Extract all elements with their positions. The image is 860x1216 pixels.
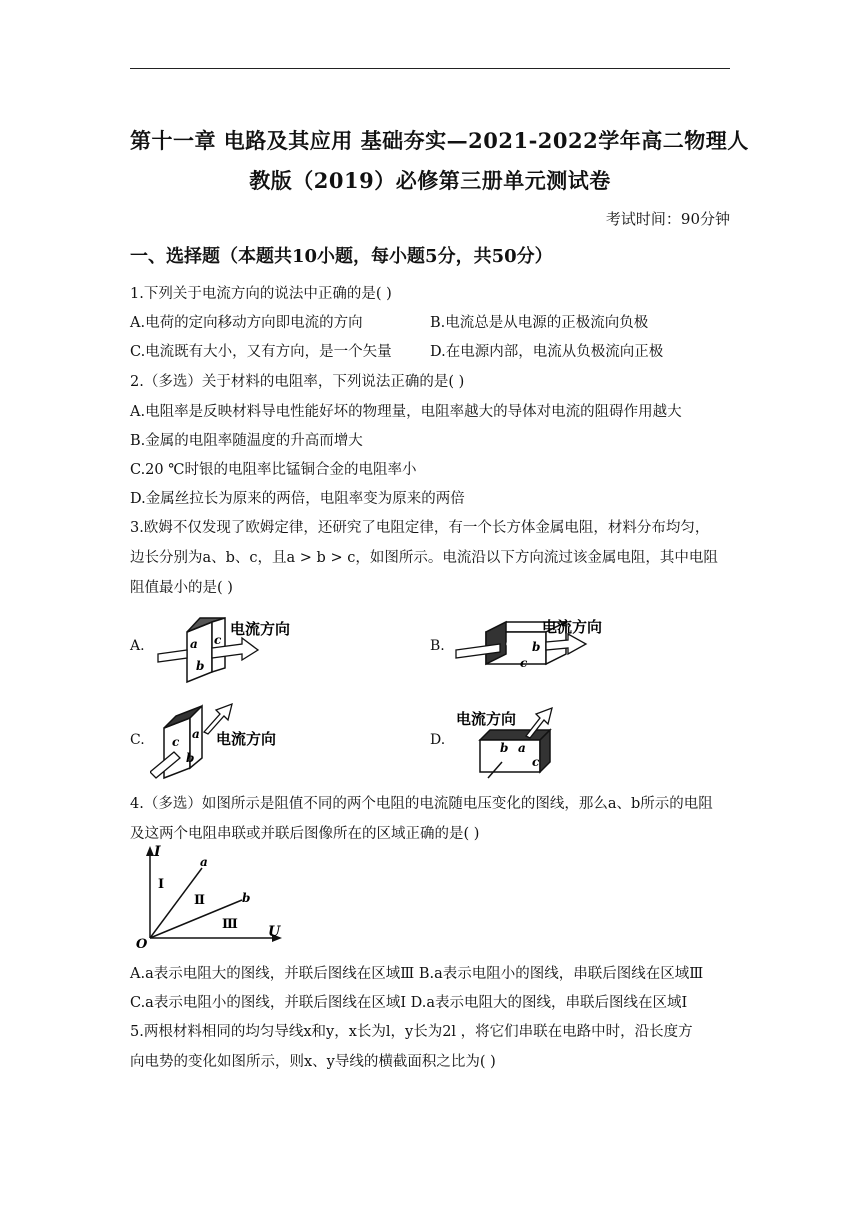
q2-stem: 2.（多选）关于材料的电阻率，下列说法正确的是( ) — [130, 374, 465, 390]
graph-y-label: I — [154, 844, 161, 860]
q3-option-c-label: C. — [130, 732, 145, 748]
q2-option-a: A.电阻率是反映材料导电性能好坏的物理量，电阻率越大的导体对电流的阻碍作用越大 — [130, 404, 682, 420]
doc-title-line2: 教版（2019）必修第三册单元测试卷 — [249, 168, 611, 193]
doc-title-line1: 第十一章 电路及其应用 基础夯实—2021-2022学年高二物理人 — [130, 128, 749, 153]
graph-line-b-label: b — [242, 891, 251, 905]
edge-label-b: b — [500, 741, 509, 755]
q3-option-a-label: A. — [130, 638, 145, 654]
edge-label-c: c — [172, 735, 180, 749]
edge-label-c: c — [532, 755, 540, 769]
exam-time: 考试时间：90分钟 — [605, 210, 730, 228]
header-rule — [130, 68, 730, 69]
edge-label-b: b — [532, 640, 541, 654]
edge-label-c: c — [214, 633, 222, 647]
edge-label-c: c — [520, 656, 528, 670]
q3-stem-line2: 边长分别为a、b、c，且a > b > c，如图所示。电流沿以下方向流过该金属电阻，其中电阻 — [130, 550, 718, 566]
q1-option-c: C.电流既有大小，又有方向，是一个矢量 — [130, 344, 392, 360]
q4-options-line1: A.a表示电阻大的图线，并联后图线在区域Ⅲ B.a表示电阻小的图线，串联后图线在区域Ⅲ — [130, 966, 704, 982]
section-heading: 一、选择题（本题共10小题，每小题5分，共50分） — [130, 246, 553, 267]
current-direction-label: 电流方向 — [216, 730, 277, 748]
edge-label-a: a — [506, 635, 514, 649]
q3-figure-a — [150, 610, 310, 690]
edge-label-b: b — [196, 659, 205, 673]
edge-label-a: a — [190, 637, 198, 651]
q3-figure-c — [150, 700, 310, 780]
graph-line-a-label: a — [200, 855, 208, 869]
q3-option-b-label: B. — [430, 638, 445, 654]
current-direction-label: 电流方向 — [230, 620, 291, 638]
q1-stem: 1.下列关于电流方向的说法中正确的是( ) — [130, 286, 392, 302]
q4-stem-line2: 及这两个电阻串联或并联后图像所在的区域正确的是( ) — [130, 826, 480, 842]
q3-figure-d — [450, 700, 610, 780]
q1-option-a: A.电荷的定向移动方向即电流的方向 — [130, 315, 363, 331]
q5-stem-line1: 5.两根材料相同的均匀导线x和y，x长为l，y长为2l ，将它们串联在电路中时，沿长度方 — [130, 1024, 693, 1040]
graph-origin: O — [136, 937, 148, 952]
q4-iu-graph — [130, 842, 290, 952]
q3-stem-line3: 阻值最小的是( ) — [130, 580, 233, 596]
q1-option-b: B.电流总是从电源的正极流向负极 — [430, 315, 649, 331]
q3-figure-b — [450, 612, 630, 682]
q1-option-d: D.在电源内部，电流从负极流向正极 — [430, 344, 664, 360]
current-direction-label: 电流方向 — [456, 710, 517, 728]
edge-label-a: a — [518, 741, 526, 755]
graph-region-2: Ⅱ — [194, 893, 205, 908]
edge-label-b: b — [186, 751, 195, 765]
edge-label-a: a — [192, 727, 200, 741]
q4-options-line2: C.a表示电阻小的图线，并联后图线在区域Ⅰ D.a表示电阻大的图线，串联后图线在区域Ⅰ — [130, 995, 688, 1011]
q2-option-d: D.金属丝拉长为原来的两倍，电阻率变为原来的两倍 — [130, 491, 465, 507]
q2-option-b: B.金属的电阻率随温度的升高而增大 — [130, 433, 363, 449]
graph-x-label: U — [268, 924, 281, 940]
q3-option-d-label: D. — [430, 732, 446, 748]
graph-region-3: Ⅲ — [222, 917, 238, 932]
q2-option-c: C.20 ℃时银的电阻率比锰铜合金的电阻率小 — [130, 462, 417, 478]
current-direction-label: 电流方向 — [542, 618, 603, 636]
q4-stem-line1: 4.（多选）如图所示是阻值不同的两个电阻的电流随电压变化的图线，那么a、b所示的电阻 — [130, 796, 713, 812]
q3-stem-line1: 3.欧姆不仅发现了欧姆定律，还研究了电阻定律，有一个长方体金属电阻，材料分布均匀， — [130, 520, 710, 536]
q5-stem-line2: 向电势的变化如图所示，则x、y导线的横截面积之比为( ) — [130, 1054, 496, 1070]
graph-region-1: Ⅰ — [158, 877, 165, 892]
